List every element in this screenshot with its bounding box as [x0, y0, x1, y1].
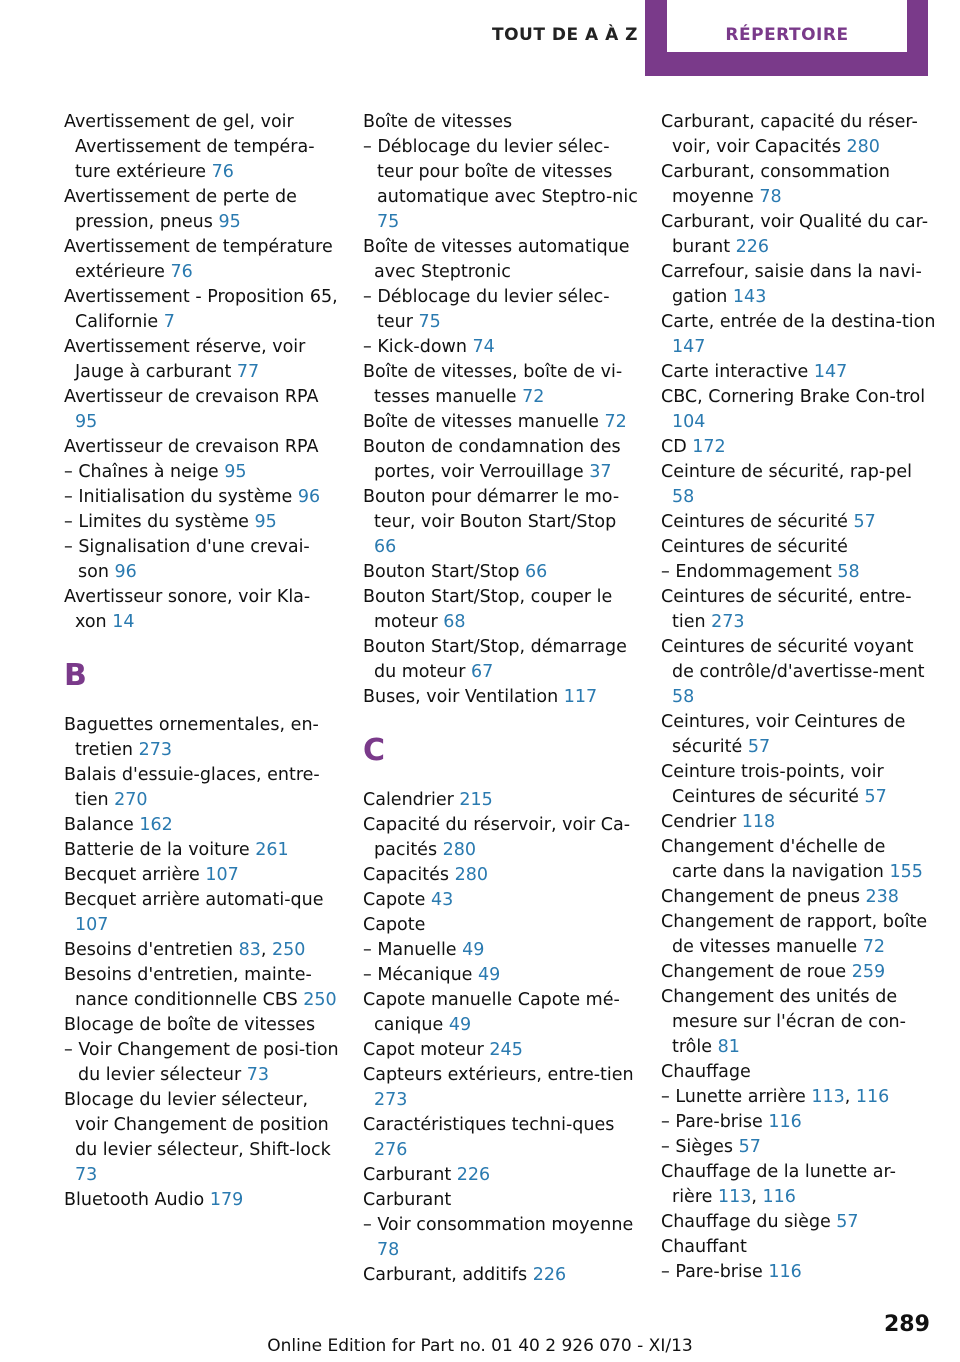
page-reference-link[interactable]: 67 [471, 662, 494, 682]
entry-text: Carburant, consommation moyenne [661, 162, 890, 207]
page-reference-link[interactable]: 95 [224, 462, 247, 482]
index-entry [661, 1210, 936, 1235]
page-reference-link[interactable]: 147 [672, 337, 706, 357]
page-reference-link[interactable]: 49 [448, 1015, 472, 1035]
entry-text: – Sièges [661, 1137, 739, 1157]
index-entry [363, 988, 638, 1038]
index-subentry [363, 135, 638, 235]
entry-text: Avertisseur sonore, voir Kla-xon [64, 587, 311, 632]
index-subentry [64, 535, 339, 585]
page-reference-link[interactable]: 250 [272, 940, 306, 960]
page-reference-link[interactable]: 116 [768, 1112, 802, 1132]
entry-text: Chauffage [661, 1062, 751, 1082]
entry-text: Boîte de vitesses [363, 112, 513, 132]
index-entry [661, 210, 936, 260]
entry-text: – Chaînes à neige [64, 462, 225, 482]
page-reference-link[interactable]: 273 [374, 1090, 408, 1110]
index-entry [64, 335, 339, 385]
entry-text: Cendrier [661, 812, 742, 832]
entry-text: Chauffage du siège [661, 1212, 837, 1232]
index-entry [64, 585, 339, 635]
entry-text: Boîte de vitesses manuelle [363, 412, 605, 432]
entry-text: Carburant, capacité du réser-voir, voir Capacités [661, 112, 918, 157]
page-reference-link[interactable]: 49 [478, 965, 501, 985]
page-reference-link[interactable]: 280 [442, 840, 477, 860]
entry-text: Carrefour, saisie dans la navi-gation [661, 262, 922, 307]
entry-text: Ceintures de sécurité [661, 512, 854, 532]
entry-text: Carte interactive [661, 362, 814, 382]
index-entry [363, 560, 638, 585]
entry-text: Capote manuelle Capote mé-canique [363, 990, 620, 1035]
page-reference-link[interactable]: 273 [711, 612, 745, 632]
index-subentry [363, 1213, 638, 1263]
page-reference-link[interactable]: 66 [374, 537, 397, 557]
entry-text: Chauffant [661, 1237, 747, 1257]
page-reference-link[interactable]: 245 [489, 1040, 523, 1060]
entry-text: Avertissement de température extérieure [64, 237, 333, 282]
entry-text: Carburant, additifs [363, 1265, 533, 1285]
index-entry [661, 835, 936, 885]
index-entry [661, 360, 936, 385]
entry-text: Becquet arrière automati-que [64, 890, 324, 910]
entry-text: – Voir consommation moyenne [363, 1215, 634, 1235]
page-reference-link[interactable]: 96 [297, 487, 321, 507]
entry-text: Changement de roue [661, 962, 852, 982]
page-reference-link[interactable]: 104 [672, 412, 706, 432]
page-reference-link[interactable]: 58 [672, 487, 695, 507]
index-letter-heading: B [64, 658, 87, 693]
entry-text: Bluetooth Audio [64, 1190, 210, 1210]
entry-text: Chauffage de la lunette ar-rière [661, 1162, 896, 1207]
page-reference-link[interactable]: 226 [735, 237, 770, 257]
entry-text: Becquet arrière [64, 865, 206, 885]
entry-text: Changement de pneus [661, 887, 866, 907]
entry-text: Changement des unités de mesure sur l'écran de con-trôle [661, 987, 906, 1057]
index-entry [363, 788, 638, 813]
index-entry [661, 1235, 936, 1260]
page-reference-link[interactable]: 113 [717, 1187, 752, 1207]
page-reference-link[interactable]: 226 [456, 1165, 491, 1185]
page-reference-link[interactable]: 117 [563, 687, 598, 707]
entry-text: Bouton de condamnation des portes, voir Verrouillage [363, 437, 621, 482]
index-entry [363, 360, 638, 410]
page-reference-link[interactable]: 57 [747, 737, 771, 757]
index-entry [363, 1163, 638, 1188]
index-entry [363, 110, 638, 135]
index-entry: Chauffage de la lunette ar-rière 113, 116 [661, 1162, 896, 1207]
entry-text: Baguettes ornementales, en-tretien [64, 715, 319, 760]
index-entry [64, 1013, 339, 1038]
entry-text: Bouton pour démarrer le mo-teur, voir Bouton Start/Stop [363, 487, 620, 532]
entry-text: – Pare-brise [661, 1112, 769, 1132]
index-subentry [64, 485, 339, 510]
page-reference-link[interactable]: 75 [418, 312, 441, 332]
page-reference-link[interactable]: 68 [443, 612, 466, 632]
page-reference-link[interactable]: 72 [604, 412, 627, 432]
index-entry [64, 863, 339, 888]
entry-text: Capote [363, 890, 431, 910]
page-reference-link[interactable]: 58 [672, 687, 695, 707]
index-entry [661, 260, 936, 310]
index-entry [661, 885, 936, 910]
entry-text: Avertisseur de crevaison RPA [64, 437, 319, 457]
page-reference-link[interactable]: 95 [218, 212, 241, 232]
index-entry [661, 985, 936, 1060]
page-reference-link[interactable]: 259 [851, 962, 886, 982]
entry-text: – Initialisation du système [64, 487, 298, 507]
index-subentry [363, 335, 638, 360]
section-tab[interactable]: RÉPERTOIRE [667, 0, 907, 52]
entry-text: Blocage du levier sélecteur, voir Changement de position du levier sélecteur, Shift-lock [64, 1090, 331, 1160]
entry-text: Boîte de vitesses, boîte de vi-tesses manuelle [363, 362, 623, 407]
index-subentry [64, 1038, 339, 1088]
index-entry [64, 385, 339, 435]
page-reference-link[interactable]: 118 [741, 812, 776, 832]
index-subentry [661, 560, 936, 585]
page-reference-link[interactable]: 83 [238, 940, 261, 960]
index-entry [363, 635, 638, 685]
entry-text: Balais d'essuie-glaces, entre-tien [64, 765, 320, 810]
index-subentry [661, 1260, 936, 1285]
page-reference-link[interactable]: 261 [255, 840, 289, 860]
index-entry [363, 913, 638, 938]
page-reference-link[interactable]: 43 [430, 890, 454, 910]
entry-text: – Lunette arrière [661, 1087, 812, 1107]
index-entry [363, 1188, 638, 1213]
page-reference-link[interactable]: 238 [865, 887, 899, 907]
page-reference-link[interactable]: 280 [454, 865, 488, 885]
footer-edition: Online Edition for Part no. 01 40 2 926 070 - XI/13 [267, 1336, 693, 1356]
index-entry [661, 585, 936, 635]
page-reference-link[interactable]: 73 [75, 1165, 98, 1185]
index-entry [661, 160, 936, 210]
page-reference-link[interactable]: 95 [75, 412, 98, 432]
entry-text: – Pare-brise [661, 1262, 769, 1282]
index-entry [661, 960, 936, 985]
index-subentry [363, 963, 638, 988]
page-reference-link[interactable]: 57 [836, 1212, 859, 1232]
index-entry [64, 963, 339, 1013]
entry-text: Buses, voir Ventilation [363, 687, 564, 707]
index-entry [661, 635, 936, 710]
index-entry [661, 910, 936, 960]
index-column-1 [64, 110, 339, 1213]
page-reference-link[interactable]: 162 [139, 815, 173, 835]
index-subentry [661, 1110, 936, 1135]
page-reference-link[interactable]: 57 [738, 1137, 761, 1157]
index-entry [363, 863, 638, 888]
page-reference-link[interactable]: 273 [138, 740, 172, 760]
entry-text: – Manuelle [363, 940, 463, 960]
page-reference-link[interactable]: 76 [211, 162, 234, 182]
page-reference-link[interactable]: 57 [864, 787, 887, 807]
index-entry [363, 813, 638, 863]
entry-text: Carburant, voir Qualité du car-burant [661, 212, 929, 257]
index-entry [661, 385, 936, 435]
entry-text: Balance [64, 815, 140, 835]
entry-text: Carte, entrée de la destina-tion [661, 312, 936, 332]
page-reference-link[interactable]: 66 [525, 562, 548, 582]
entry-text: Changement d'échelle de carte dans la navigation [661, 837, 890, 882]
page-reference-link[interactable]: 78 [759, 187, 782, 207]
page-reference-link[interactable]: 147 [813, 362, 848, 382]
entry-text: – Voir Changement de posi-tion du levier sélecteur [64, 1040, 339, 1085]
index-column-3 [661, 110, 936, 1285]
entry-text: Ceinture de sécurité, rap-pel [661, 462, 912, 482]
entry-text: Besoins d'entretien, mainte-nance conditionnelle CBS [64, 965, 312, 1010]
page-reference-link[interactable]: 276 [374, 1140, 408, 1160]
page-reference-link[interactable]: 143 [732, 287, 767, 307]
page-reference-link[interactable]: 96 [114, 562, 137, 582]
entry-text: Bouton Start/Stop, démarrage du moteur [363, 637, 627, 682]
entry-text: Bouton Start/Stop, couper le moteur [363, 587, 613, 632]
page-reference-link[interactable]: 280 [846, 137, 880, 157]
entry-text: Blocage de boîte de vitesses [64, 1015, 316, 1035]
page-reference-link[interactable]: 77 [236, 362, 260, 382]
entry-text: – Endommagement [661, 562, 838, 582]
index-entry [363, 1113, 638, 1163]
index-entry [661, 310, 936, 360]
page-reference-link[interactable]: 226 [532, 1265, 567, 1285]
page-reference-link[interactable]: 116 [768, 1262, 802, 1282]
page-number: 289 [884, 1312, 930, 1337]
index-entry [363, 1263, 638, 1288]
index-entry [661, 510, 936, 535]
entry-text: Capteurs extérieurs, entre-tien [363, 1065, 634, 1085]
index-entry [363, 435, 638, 485]
page-reference-link[interactable]: 78 [377, 1240, 400, 1260]
page-reference-link[interactable]: 107 [75, 915, 109, 935]
page-reference-link[interactable]: 215 [459, 790, 493, 810]
page-reference-link[interactable]: 7 [163, 312, 175, 332]
index-entry [363, 685, 638, 710]
index-entry [64, 1088, 339, 1188]
entry-text: Boîte de vitesses automatique avec Steptronic [363, 237, 630, 282]
index-entry [661, 110, 936, 160]
index-subentry: – Lunette arrière 113, 116 [661, 1087, 890, 1107]
entry-text: Batterie de la voiture [64, 840, 256, 860]
index-entry [64, 110, 339, 185]
index-subentry [363, 938, 638, 963]
page-reference-link[interactable]: 72 [862, 937, 886, 957]
index-entry [64, 888, 339, 938]
page-reference-link[interactable]: 172 [692, 437, 726, 457]
index-entry [64, 713, 339, 763]
entry-text: Ceinture trois-points, voir Ceintures de sécurité [661, 762, 884, 807]
entry-text: Capot moteur [363, 1040, 490, 1060]
entry-text: Avertissement réserve, voir Jauge à carburant [64, 337, 306, 382]
entry-text: Bouton Start/Stop [363, 562, 526, 582]
index-entry [64, 763, 339, 813]
page-reference-link[interactable]: 107 [205, 865, 239, 885]
index-entry [661, 710, 936, 760]
entry-text: Calendrier [363, 790, 460, 810]
index-subentry [64, 460, 339, 485]
index-entry [661, 760, 936, 810]
page-reference-link[interactable]: 95 [254, 512, 277, 532]
entry-text: Changement de rapport, boîte de vitesses manuelle [661, 912, 928, 957]
entry-text: – Déblocage du levier sélec-teur [363, 287, 610, 332]
index-entry [363, 1038, 638, 1063]
page-reference-link[interactable]: 14 [112, 612, 135, 632]
page-reference-link[interactable]: 81 [717, 1037, 740, 1057]
index-entry [363, 888, 638, 913]
entry-text: Ceintures de sécurité, entre-tien [661, 587, 912, 632]
entry-text: Capacités [363, 865, 455, 885]
entry-text: Ceintures de sécurité voyant de contrôle/d'avertisse-ment [661, 637, 925, 682]
index-entry [363, 235, 638, 285]
entry-text: Avertissement - Proposition 65, Californie [64, 287, 338, 332]
entry-text: Carburant [363, 1190, 452, 1210]
index-entry [661, 435, 936, 460]
page-reference-link[interactable]: 72 [522, 387, 545, 407]
index-entry: Besoins d'entretien 83, 250 [64, 940, 306, 960]
index-entry [661, 1060, 936, 1085]
index-subentry [661, 1135, 936, 1160]
entry-text: Avertissement de perte de pression, pneus [64, 187, 297, 232]
index-entry [661, 535, 936, 560]
page-reference-link[interactable]: 37 [589, 462, 612, 482]
index-entry [363, 1063, 638, 1113]
page-reference-link[interactable]: 74 [472, 337, 495, 357]
entry-text: – Déblocage du levier sélec-teur pour boîte de vitesses automatique avec Steptro-nic [363, 137, 638, 207]
page-reference-link[interactable]: 49 [462, 940, 485, 960]
entry-text: Besoins d'entretien [64, 940, 239, 960]
entry-text: Ceintures de sécurité [661, 537, 848, 557]
page-reference-link[interactable]: 76 [170, 262, 193, 282]
page-reference-link[interactable]: 75 [377, 212, 400, 232]
index-entry [363, 410, 638, 435]
entry-text: – Mécanique [363, 965, 479, 985]
entry-text: CD [661, 437, 693, 457]
index-entry [64, 235, 339, 285]
page-reference-link[interactable]: 155 [889, 862, 923, 882]
page-reference-link[interactable]: 116 [762, 1187, 796, 1207]
entry-text: Avertissement de gel, voir Avertissement de tempéra-ture extérieure [64, 112, 315, 182]
entry-text: CBC, Cornering Brake Con-trol [661, 387, 926, 407]
index-letter-heading: C [363, 733, 386, 768]
index-entry [661, 810, 936, 835]
index-entry [64, 435, 339, 460]
index-entry [64, 285, 339, 335]
entry-text: Carburant [363, 1165, 457, 1185]
index-entry [64, 1188, 339, 1213]
page-reference-link[interactable]: 113 [811, 1087, 845, 1107]
index-entry [64, 838, 339, 863]
page-reference-link[interactable]: 73 [246, 1065, 270, 1085]
page-reference-link[interactable]: 270 [114, 790, 148, 810]
index-entry [363, 485, 638, 560]
page-reference-link[interactable]: 58 [837, 562, 860, 582]
entry-text: Capacité du réservoir, voir Ca-pacités [363, 815, 631, 860]
index-entry [64, 185, 339, 235]
index-column-2 [363, 110, 638, 1288]
entry-text: Avertisseur de crevaison RPA [64, 387, 319, 407]
index-entry [64, 813, 339, 838]
entry-text: – Kick-down [363, 337, 473, 357]
index-subentry [363, 285, 638, 335]
page-reference-link[interactable]: 57 [853, 512, 876, 532]
section-title: TOUT DE A À Z [492, 25, 638, 45]
entry-text: Caractéristiques techni-ques [363, 1115, 615, 1135]
page-reference-link[interactable]: 179 [209, 1190, 244, 1210]
index-entry [363, 585, 638, 635]
entry-text: – Limites du système [64, 512, 255, 532]
index-entry [661, 460, 936, 510]
entry-text: – Signalisation d'une crevai-son [64, 537, 310, 582]
page-reference-link[interactable]: 250 [303, 990, 337, 1010]
entry-text: Capote [363, 915, 426, 935]
index-subentry [64, 510, 339, 535]
page-reference-link[interactable]: 116 [855, 1087, 890, 1107]
entry-text: Ceintures, voir Ceintures de sécurité [661, 712, 906, 757]
